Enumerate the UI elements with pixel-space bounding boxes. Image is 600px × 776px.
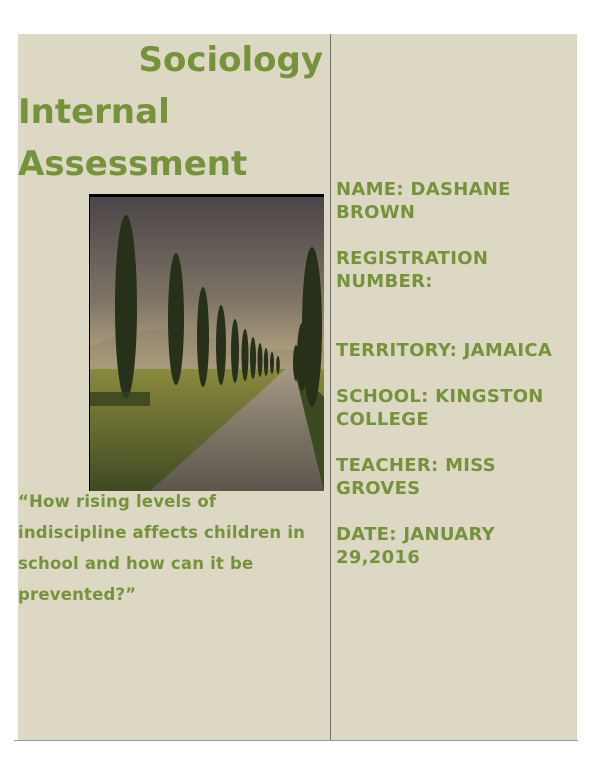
name-field: NAME: DASHANE BROWN [336, 179, 511, 223]
school-field: SCHOOL: KINGSTON COLLEGE [336, 386, 544, 430]
research-topic: “How rising levels of indiscipline affects children in school and how can it be prevented?” [18, 492, 306, 604]
title-line-2: Internal [18, 92, 170, 132]
cypress-road-photo [89, 194, 324, 491]
cover-page [18, 34, 577, 740]
title-line-3: Assessment [18, 144, 248, 184]
student-details [336, 178, 574, 569]
territory-field: TERRITORY: JAMAICA [336, 340, 553, 361]
page-bottom-rule [14, 740, 578, 741]
date-field: DATE: JANUARY 29,2016 [336, 524, 496, 568]
registration-field: REGISTRATION NUMBER: [336, 248, 489, 292]
document-title [18, 34, 323, 190]
column-divider [330, 34, 331, 740]
title-line-1: Sociology [138, 40, 323, 80]
teacher-field: TEACHER: MISS GROVES [336, 455, 497, 499]
